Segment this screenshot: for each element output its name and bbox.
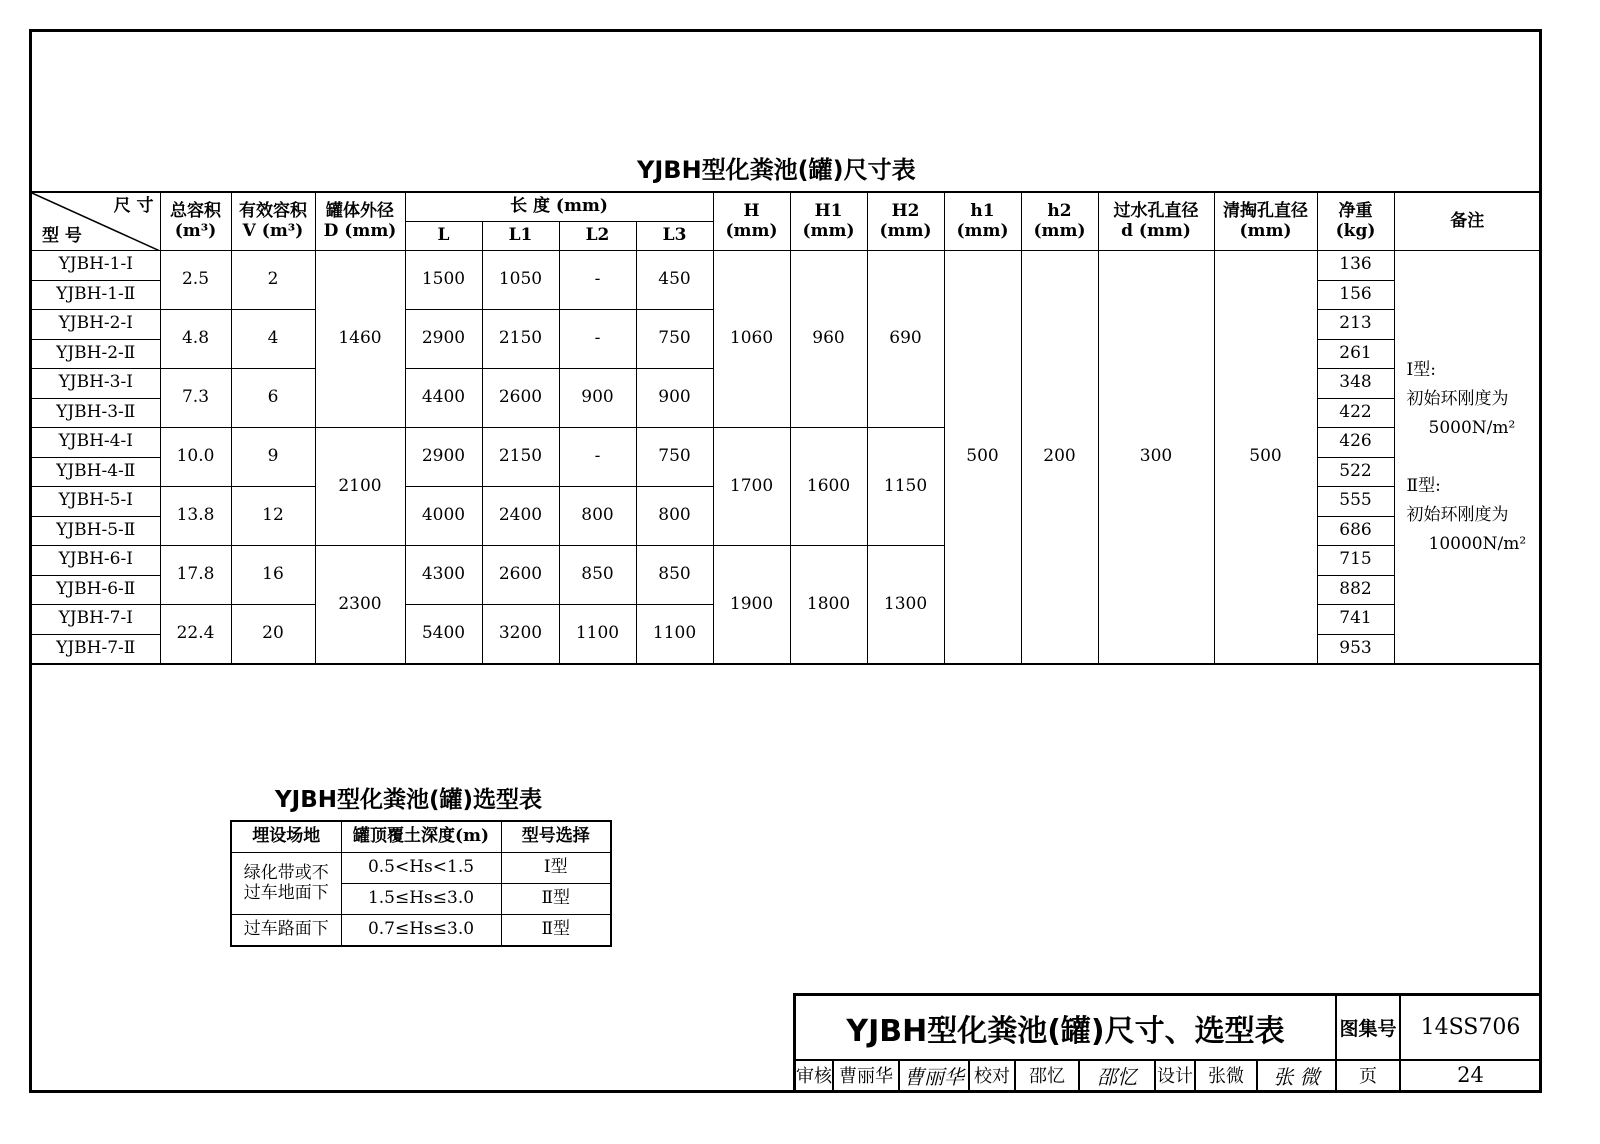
sel-depth: 0.5<Hs<1.5 (341, 853, 501, 884)
dimension-table (32, 191, 1540, 665)
sel-type: Ⅱ型 (501, 884, 611, 915)
H2-cell: 1150 (867, 428, 944, 546)
header-L: L (405, 222, 482, 251)
weight-cell: 156 (1317, 280, 1394, 310)
corner-header (32, 192, 160, 251)
header-h1: h1 (mm) (944, 192, 1021, 251)
model-cell: YJBH-4-Ⅱ (32, 457, 160, 487)
header-note: 备注 (1394, 192, 1540, 251)
length-L2-cell: - (559, 428, 636, 487)
length-L2-cell: - (559, 310, 636, 369)
checker-name: 邵忆 (1016, 1059, 1080, 1091)
header-outer-diameter: 罐体外径 D (mm) (315, 192, 405, 251)
H1-cell: 960 (790, 251, 867, 428)
weight-cell: 686 (1317, 516, 1394, 546)
length-L3-cell: 750 (636, 310, 713, 369)
length-L-cell: 1500 (405, 251, 482, 310)
length-L2-cell: - (559, 251, 636, 310)
note-line (1407, 443, 1541, 472)
effective-volume-cell: 16 (231, 546, 315, 605)
sel-header-site: 埋设场地 (231, 821, 341, 853)
reviewer-signature: 曹丽华 (900, 1059, 970, 1091)
H-cell: 1700 (713, 428, 790, 546)
header-clean-diameter: 清掏孔直径 (mm) (1214, 192, 1317, 251)
length-L2-cell: 900 (559, 369, 636, 428)
length-L3-cell: 900 (636, 369, 713, 428)
length-L-cell: 4400 (405, 369, 482, 428)
header-hole-diameter: 过水孔直径 d (mm) (1098, 192, 1214, 251)
H-cell: 1900 (713, 546, 790, 665)
corner-top-label: 尺 寸 (113, 196, 154, 216)
model-cell: YJBH-1-Ⅰ (32, 251, 160, 281)
sel-site-2: 过车路面下 (231, 915, 341, 947)
outer-diameter-cell: 2100 (315, 428, 405, 546)
length-L2-cell: 1100 (559, 605, 636, 665)
length-L3-cell: 850 (636, 546, 713, 605)
h1-cell: 500 (944, 251, 1021, 665)
atlas-number: 14SS706 (1420, 1015, 1521, 1040)
sel-type: Ⅱ型 (501, 915, 611, 947)
reviewer-name: 曹丽华 (834, 1059, 900, 1091)
length-L1-cell: 3200 (482, 605, 559, 665)
atlas-label: 图集号 (1337, 996, 1401, 1059)
H1-cell: 1600 (790, 428, 867, 546)
header-L2: L2 (559, 222, 636, 251)
drawing-title: YJBH型化粪池(罐)尺寸、选型表 (796, 996, 1337, 1059)
note-line: 10000N/m² (1428, 533, 1527, 554)
length-L-cell: 4300 (405, 546, 482, 605)
length-L3-cell: 1100 (636, 605, 713, 665)
H2-cell: 1300 (867, 546, 944, 665)
effective-volume-cell: 9 (231, 428, 315, 487)
model-cell: YJBH-7-Ⅱ (32, 634, 160, 664)
check-label: 校对 (970, 1059, 1016, 1091)
total-volume-cell: 13.8 (160, 487, 231, 546)
table-row (32, 251, 1540, 281)
weight-cell: 522 (1317, 457, 1394, 487)
weight-cell: 953 (1317, 634, 1394, 664)
model-cell: YJBH-5-Ⅰ (32, 487, 160, 517)
page-number: 24 (1457, 1063, 1484, 1087)
length-L3-cell: 750 (636, 428, 713, 487)
h2-cell: 200 (1021, 251, 1098, 665)
dimension-table-title: YJBH型化粪池(罐)尺寸表 (637, 156, 916, 184)
weight-cell: 261 (1317, 339, 1394, 369)
sel-type: Ⅰ型 (501, 853, 611, 884)
weight-cell: 741 (1317, 605, 1394, 635)
total-volume-cell: 10.0 (160, 428, 231, 487)
review-label: 审核 (796, 1059, 834, 1091)
header-total-volume: 总容积 (m³) (160, 192, 231, 251)
effective-volume-cell: 12 (231, 487, 315, 546)
length-L-cell: 5400 (405, 605, 482, 665)
effective-volume-cell: 6 (231, 369, 315, 428)
effective-volume-cell: 20 (231, 605, 315, 665)
total-volume-cell: 7.3 (160, 369, 231, 428)
header-H2: H2 (mm) (867, 192, 944, 251)
header-effective-volume: 有效容积 V (m³) (231, 192, 315, 251)
header-weight: 净重 (kg) (1317, 192, 1394, 251)
page-label: 页 (1337, 1059, 1401, 1091)
outer-diameter-cell: 1460 (315, 251, 405, 428)
weight-cell: 348 (1317, 369, 1394, 399)
title-block (793, 993, 1540, 1091)
length-L-cell: 2900 (405, 428, 482, 487)
corner-bottom-label: 型 号 (42, 226, 82, 247)
model-cell: YJBH-7-Ⅰ (32, 605, 160, 635)
selection-table (230, 820, 612, 947)
hole-diameter-cell: 300 (1098, 251, 1214, 665)
length-L1-cell: 2400 (482, 487, 559, 546)
designer-signature: 张 微 (1258, 1059, 1337, 1091)
weight-cell: 136 (1317, 251, 1394, 281)
length-L2-cell: 800 (559, 487, 636, 546)
length-L1-cell: 2600 (482, 369, 559, 428)
sel-depth: 1.5≤Hs≤3.0 (341, 884, 501, 915)
length-L-cell: 2900 (405, 310, 482, 369)
sel-header-depth: 罐顶覆土深度(m) (341, 821, 501, 853)
model-cell: YJBH-6-Ⅰ (32, 546, 160, 576)
model-cell: YJBH-1-Ⅱ (32, 280, 160, 310)
model-cell: YJBH-5-Ⅱ (32, 516, 160, 546)
H1-cell: 1800 (790, 546, 867, 665)
outer-diameter-cell: 2300 (315, 546, 405, 665)
H-cell: 1060 (713, 251, 790, 428)
length-L2-cell: 850 (559, 546, 636, 605)
sel-header-type: 型号选择 (501, 821, 611, 853)
effective-volume-cell: 4 (231, 310, 315, 369)
checker-signature: 邵忆 (1080, 1059, 1156, 1091)
weight-cell: 715 (1317, 546, 1394, 576)
model-cell: YJBH-3-Ⅰ (32, 369, 160, 399)
length-L1-cell: 2600 (482, 546, 559, 605)
selection-table-title: YJBH型化粪池(罐)选型表 (275, 787, 543, 813)
length-L1-cell: 1050 (482, 251, 559, 310)
header-L3: L3 (636, 222, 713, 251)
design-label: 设计 (1156, 1059, 1196, 1091)
length-L1-cell: 2150 (482, 310, 559, 369)
model-cell: YJBH-3-Ⅱ (32, 398, 160, 428)
sel-depth: 0.7≤Hs≤3.0 (341, 915, 501, 947)
model-cell: YJBH-2-Ⅱ (32, 339, 160, 369)
note-line: Ⅱ型: (1406, 475, 1441, 496)
model-cell: YJBH-4-Ⅰ (32, 428, 160, 458)
total-volume-cell: 4.8 (160, 310, 231, 369)
model-cell: YJBH-2-Ⅰ (32, 310, 160, 340)
header-L1: L1 (482, 222, 559, 251)
note-cell (1394, 251, 1540, 665)
total-volume-cell: 17.8 (160, 546, 231, 605)
length-L-cell: 4000 (405, 487, 482, 546)
effective-volume-cell: 2 (231, 251, 315, 310)
sel-site-1: 绿化带或不 过车地面下 (231, 853, 341, 915)
header-h2: h2 (mm) (1021, 192, 1098, 251)
designer-name: 张微 (1196, 1059, 1258, 1091)
length-L1-cell: 2150 (482, 428, 559, 487)
header-H: H (mm) (713, 192, 790, 251)
header-length: 长 度 (mm) (405, 192, 713, 222)
weight-cell: 422 (1317, 398, 1394, 428)
note-line: 5000N/m² (1428, 417, 1516, 438)
weight-cell: 882 (1317, 575, 1394, 605)
total-volume-cell: 2.5 (160, 251, 231, 310)
note-line: Ⅰ型: (1406, 359, 1436, 380)
H2-cell: 690 (867, 251, 944, 428)
weight-cell: 555 (1317, 487, 1394, 517)
weight-cell: 213 (1317, 310, 1394, 340)
length-L3-cell: 450 (636, 251, 713, 310)
clean-diameter-cell: 500 (1214, 251, 1317, 665)
header-H1: H1 (mm) (790, 192, 867, 251)
model-cell: YJBH-6-Ⅱ (32, 575, 160, 605)
note-line: 初始环刚度为 (1406, 388, 1509, 409)
length-L3-cell: 800 (636, 487, 713, 546)
weight-cell: 426 (1317, 428, 1394, 458)
total-volume-cell: 22.4 (160, 605, 231, 665)
note-line: 初始环刚度为 (1406, 504, 1509, 525)
